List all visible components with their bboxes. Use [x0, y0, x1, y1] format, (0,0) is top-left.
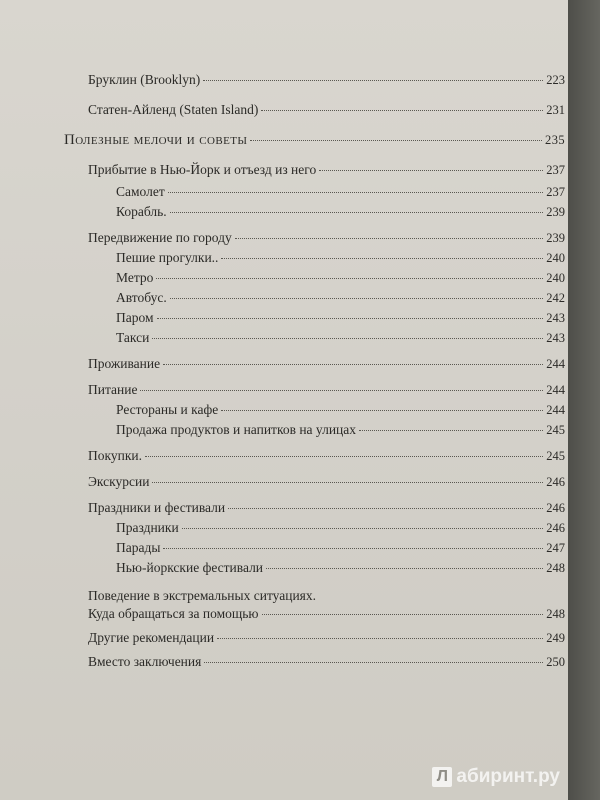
toc-entry-excursions [88, 474, 565, 490]
toc-leader-dots [163, 364, 543, 365]
toc-leader-dots [170, 212, 544, 213]
toc-entry-page: 235 [545, 133, 565, 147]
toc-entry-restaurants [116, 402, 565, 418]
toc-entry-shopping [88, 448, 565, 464]
toc-entry-emergency-help [88, 606, 565, 622]
toc-entry-page: 242 [546, 291, 565, 305]
toc-leader-dots [203, 80, 543, 81]
toc-entry-title: Метро [116, 270, 154, 285]
toc-section-title: Полезные мелочи и советы [64, 132, 248, 148]
toc-entry-page: 247 [546, 541, 565, 555]
toc-entry-title: Вместо заключения [88, 654, 202, 669]
toc-entry-page: 245 [546, 423, 565, 437]
toc-entry-page: 246 [546, 501, 565, 515]
watermark-text: абиринт.ру [456, 766, 560, 787]
toc-entry-title: Питание [88, 382, 138, 397]
toc-entry-ny-festivals [116, 560, 565, 576]
toc-entry-emergency-line1: Поведение в экстремальных ситуациях. [88, 588, 317, 603]
toc-entry-page: 239 [546, 231, 565, 245]
toc-leader-dots [266, 568, 543, 569]
toc-entry-page: 245 [546, 449, 565, 463]
toc-entry-title: Паром [116, 310, 154, 325]
toc-entry-title: Экскурсии [88, 474, 150, 489]
toc-leader-dots [140, 390, 543, 391]
toc-leader-dots [170, 298, 544, 299]
toc-entry-other [88, 630, 565, 646]
toc-entry-title: Парады [116, 540, 161, 555]
toc-entry-holidays-festivals [88, 500, 565, 516]
toc-entry-arrival [88, 162, 565, 178]
toc-entry-title: Проживание [88, 356, 161, 371]
toc-entry-title: Покупки. [88, 448, 142, 463]
toc-entry-title: Нью-йоркские фестивали [116, 560, 264, 575]
toc-leader-dots [221, 410, 543, 411]
toc-entry-accommodation [88, 356, 565, 372]
toc-entry-page: 250 [546, 655, 565, 669]
toc-entry-title: Продажа продуктов и напитков на улицах [116, 422, 357, 437]
toc-leader-dots [217, 638, 543, 639]
toc-entry-page: 249 [546, 631, 565, 645]
toc-entry-plane [116, 184, 565, 200]
toc-entry-title: Передвижение по городу [88, 230, 232, 245]
toc-leader-dots [262, 614, 544, 615]
toc-entry-page: 243 [546, 331, 565, 345]
toc-entry-title: Куда обращаться за помощью [88, 606, 259, 621]
toc-entry-title: Рестораны и кафе [116, 402, 219, 417]
toc-entry-page: 244 [546, 357, 565, 371]
toc-entry-taxi [116, 330, 565, 346]
toc-entry-title: Автобус. [116, 290, 167, 305]
toc-entry-title: Другие рекомендации [88, 630, 215, 645]
toc-entry-metro [116, 270, 565, 286]
toc-entry-title: Прибытие в Нью-Йорк и отъезд из него [88, 162, 317, 177]
toc-entry-ship [116, 204, 565, 220]
toc-entry-street-food [116, 422, 565, 438]
toc-leader-dots [168, 192, 544, 193]
toc-leader-dots [145, 456, 543, 457]
toc-entry-staten-island [88, 102, 565, 118]
toc-entry-title: Пешие прогулки.. [116, 250, 219, 265]
toc-entry-page: 244 [546, 383, 565, 397]
toc-entry-title: Такси [116, 330, 150, 345]
toc-entry-page: 237 [546, 185, 565, 199]
toc-section-tips [64, 132, 565, 148]
toc-entry-brooklyn [88, 72, 565, 88]
toc-entry-ferry [116, 310, 565, 326]
toc-entry-page: 240 [546, 251, 565, 265]
toc-entry-page: 246 [546, 521, 565, 535]
toc-entry-title: Статен-Айленд (Staten Island) [88, 102, 259, 117]
toc-entry-title: Самолет [116, 184, 165, 199]
toc-entry-walking [116, 250, 565, 266]
toc-entry-transport [88, 230, 565, 246]
toc-leader-dots [157, 318, 544, 319]
toc-entry-food [88, 382, 565, 398]
toc-leader-dots [156, 278, 543, 279]
toc-entry-holidays [116, 520, 565, 536]
toc-leader-dots [228, 508, 543, 509]
toc-entry-title: Корабль. [116, 204, 167, 219]
toc-entry-bus [116, 290, 565, 306]
book-spine-shadow [568, 0, 600, 800]
toc-leader-dots [182, 528, 544, 529]
toc-leader-dots [319, 170, 543, 171]
toc-leader-dots [221, 258, 543, 259]
toc-leader-dots [152, 338, 543, 339]
toc-leader-dots [152, 482, 543, 483]
toc-entry-title: Бруклин (Brooklyn) [88, 72, 201, 87]
toc-entry-page: 231 [546, 103, 565, 117]
toc-entry-page: 237 [546, 163, 565, 177]
toc-leader-dots [261, 110, 543, 111]
toc-entry-page: 223 [546, 73, 565, 87]
toc-leader-dots [204, 662, 543, 663]
toc-entry-page: 240 [546, 271, 565, 285]
toc-leader-dots [250, 140, 542, 141]
labirint-logo-icon: Л [432, 767, 452, 787]
toc-entry-page: 244 [546, 403, 565, 417]
toc-leader-dots [235, 238, 543, 239]
toc-entry-page: 243 [546, 311, 565, 325]
toc-entry-page: 239 [546, 205, 565, 219]
toc-entry-title: Праздники и фестивали [88, 500, 226, 515]
toc-entry-conclusion [88, 654, 565, 670]
toc-entry-page: 246 [546, 475, 565, 489]
toc-entry-page: 248 [546, 607, 565, 621]
labirint-watermark [432, 766, 560, 788]
toc-leader-dots [163, 548, 543, 549]
toc-entry-title: Праздники [116, 520, 179, 535]
toc-entry-parades [116, 540, 565, 556]
toc-entry-page: 248 [546, 561, 565, 575]
toc-leader-dots [359, 430, 543, 431]
